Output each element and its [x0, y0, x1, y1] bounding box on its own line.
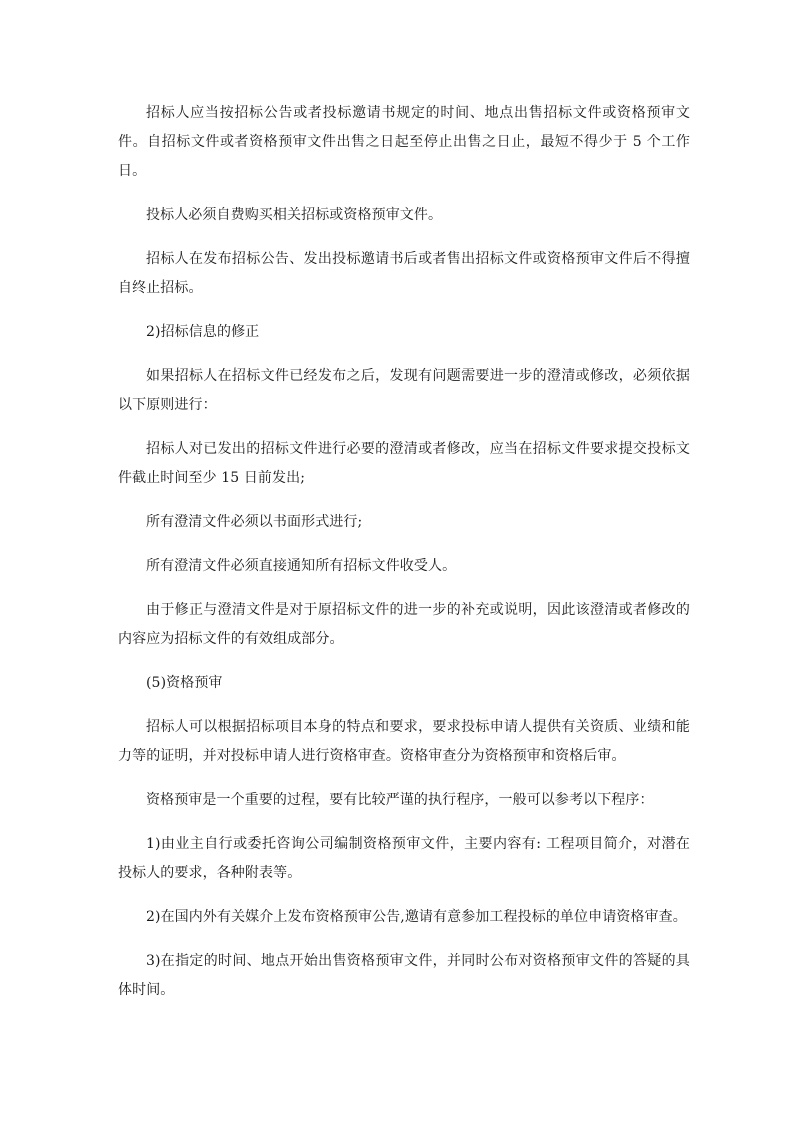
paragraph-clarify-deadline: 招标人对已发出的招标文件进行必要的澄清或者修改，应当在招标文件要求提交投标文件截止时间至少 15 日前发出; — [118, 441, 690, 486]
section-heading-correction: 2)招标信息的修正 — [146, 324, 260, 340]
document-body — [118, 99, 690, 1005]
paragraph-step-2: 2)在国内外有关媒介上发布资格预审公告,邀请有意参加工程投标的单位申请资格审查。 — [146, 909, 687, 925]
paragraph-sale-period: 招标人应当按招标公告或者投标邀请书规定的时间、地点出售招标文件或资格预审文件。自招标文件或者资格预审文件出售之日起至停止出售之日止，最短不得少于 5 个工作日。 — [118, 105, 690, 179]
paragraph-step-3: 3)在指定的时间、地点开始出售资格预审文件，并同时公布对资格预审文件的答疑的具体时间。 — [118, 953, 690, 998]
paragraph-notify-recipients: 所有澄清文件必须直接通知所有招标文件收受人。 — [146, 558, 457, 574]
paragraph-valid-part: 由于修正与澄清文件是对于原招标文件的进一步的补充或说明，因此该澄清或者修改的内容应为招标文件的有效组成部分。 — [118, 602, 690, 647]
paragraph-no-termination: 招标人在发布招标公告、发出投标邀请书后或者售出招标文件或资格预审文件后不得擅自终止招标。 — [118, 251, 690, 296]
paragraph-prequal-procedure: 资格预审是一个重要的过程，要有比较严谨的执行程序，一般可以参考以下程序： — [146, 792, 654, 808]
paragraph-written-form: 所有澄清文件必须以书面形式进行; — [146, 514, 363, 530]
paragraph-step-1: 1)由业主自行或委托咨询公司编制资格预审文件，主要内容有: 工程项目简介，对潜在投标人的要求，各种附表等。 — [118, 836, 690, 881]
paragraph-correction-principles: 如果招标人在招标文件已经发布之后，发现有问题需要进一步的澄清或修改，必须依据以下原则进行： — [118, 368, 690, 413]
section-heading-prequalification: (5)资格预审 — [146, 675, 223, 691]
paragraph-qualification-review: 招标人可以根据招标项目本身的特点和要求，要求投标申请人提供有关资质、业绩和能力等的证明，并对投标申请人进行资格审查。资格审查分为资格预审和资格后审。 — [118, 719, 690, 764]
paragraph-self-purchase: 投标人必须自费购买相关招标或资格预审文件。 — [146, 207, 443, 223]
